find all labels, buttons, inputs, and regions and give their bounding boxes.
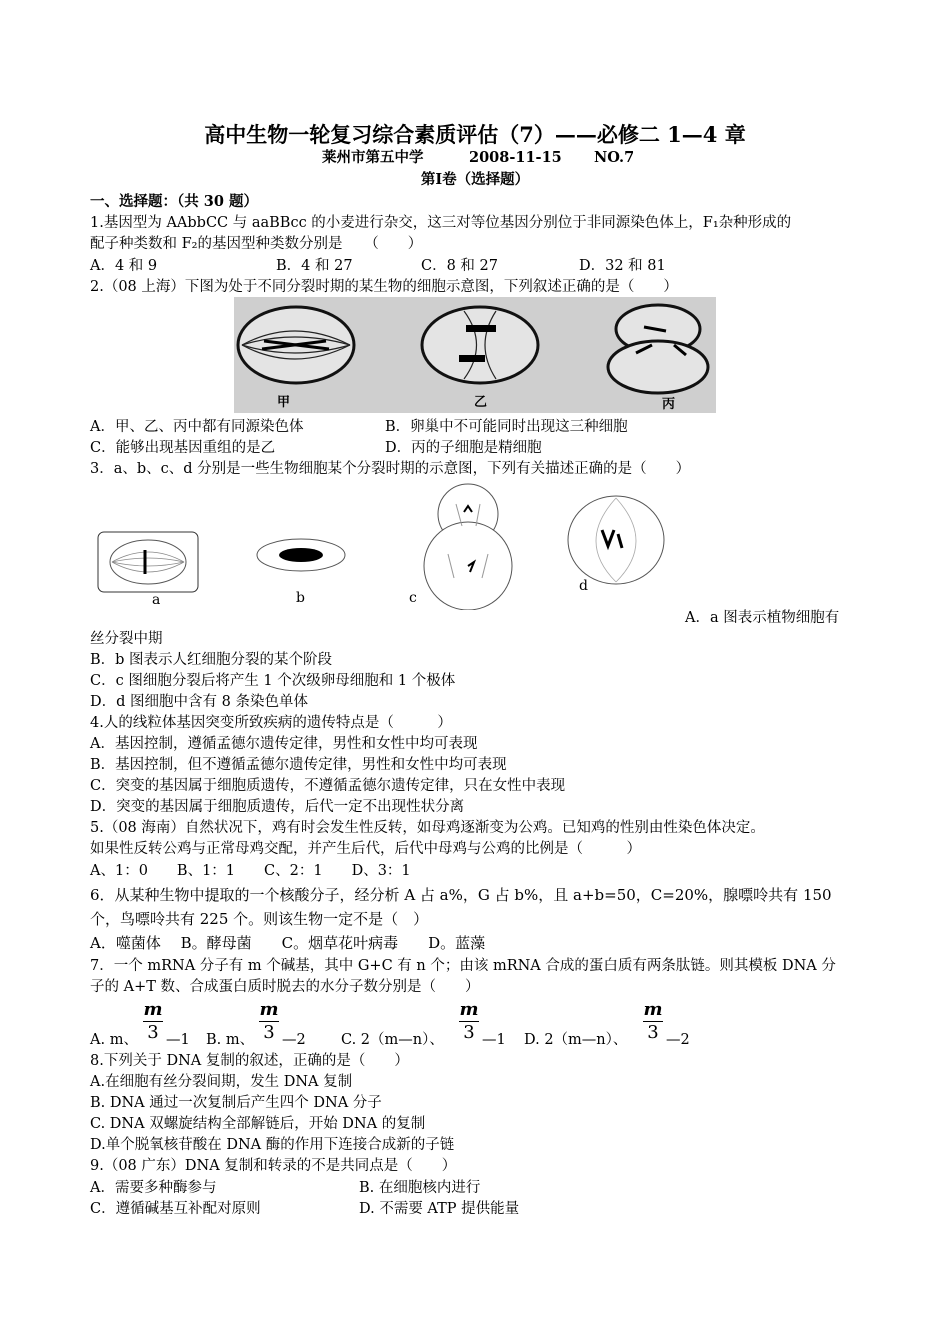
q6-stem-line1: 6．从某种生物中提取的一个核酸分子，经分析 A 占 a%，G 占 b%，且 a+b=50，C=20%，腺嘌呤共有 150 bbox=[90, 886, 832, 904]
q3-cell-diagrams bbox=[96, 482, 676, 610]
q1-option-d: D．32 和 81 bbox=[579, 258, 666, 274]
exam-number: NO.7 bbox=[594, 149, 635, 166]
q8-option-a: A.在细胞有丝分裂间期，发生 DNA 复制 bbox=[90, 1074, 353, 1090]
q2-option-c: C．能够出现基因重组的是乙 bbox=[90, 440, 276, 456]
q4-stem: 4.人的线粒体基因突变所致疾病的遗传特点是（ ） bbox=[90, 715, 452, 731]
q8-stem: 8.下列关于 DNA 复制的叙述，正确的是（ ） bbox=[90, 1053, 409, 1069]
q9-option-c: C．遵循碱基互补配对原则 bbox=[90, 1201, 261, 1217]
q8-option-b: B. DNA 通过一次复制后产生四个 DNA 分子 bbox=[90, 1095, 382, 1111]
q1-option-c: C．8 和 27 bbox=[421, 258, 498, 274]
q1-option-a: A．4 和 9 bbox=[90, 258, 158, 274]
q7-option-a-tail: —1 bbox=[166, 1032, 190, 1048]
q3-option-c: C．c 图细胞分裂后将产生 1 个次级卵母细胞和 1 个极体 bbox=[90, 673, 456, 689]
q2-figure bbox=[234, 297, 716, 413]
q2-option-a: A．甲、乙、丙中都有同源染色体 bbox=[90, 419, 304, 435]
q8-option-d: D.单个脱氧核苷酸在 DNA 酶的作用下连接合成新的子链 bbox=[90, 1137, 455, 1153]
q4-option-b: B．基因控制，但不遵循孟德尔遗传定律，男性和女性中均可表现 bbox=[90, 757, 507, 773]
q6-options: A．噬菌体 B。酵母菌 C。烟草花叶病毒 D。蓝藻 bbox=[90, 934, 486, 952]
q3-label-c: c bbox=[409, 590, 417, 606]
q7-fraction-d: m 3 bbox=[643, 999, 663, 1043]
q1-stem-line2: 配子种类数和 F₂的基因型种类数分别是 （ ） bbox=[90, 236, 423, 252]
q2-option-d: D．丙的子细胞是精细胞 bbox=[385, 440, 542, 456]
q7-option-c-tail: —1 bbox=[482, 1032, 506, 1048]
page-title: 高中生物一轮复习综合素质评估（7）——必修二 1—4 章 bbox=[204, 122, 746, 147]
q7-stem-line2: 子的 A+T 数、合成蛋白质时脱去的水分子数分别是（ ） bbox=[90, 979, 480, 995]
q2-option-b: B．卵巢中不可能同时出现这三种细胞 bbox=[385, 419, 628, 435]
exam-date: 2008-11-15 bbox=[469, 149, 562, 166]
q7-option-d: D. 2（m—n）、 bbox=[524, 1032, 628, 1048]
q4-option-c: C．突变的基因属于细胞质遗传，不遵循孟德尔遗传定律，只在女性中表现 bbox=[90, 778, 566, 794]
q7-stem-line1: 7．一个 mRNA 分子有 m 个碱基，其中 G+C 有 n 个；由该 mRNA 合成的蛋白质有两条肽链。则其模板 DNA 分 bbox=[90, 958, 836, 974]
q5-stem-line2: 如果性反转公鸡与正常母鸡交配，并产生后代，后代中母鸡与公鸡的比例是（ ） bbox=[90, 841, 641, 857]
q5-stem-line1: 5.（08 海南）自然状况下，鸡有时会发生性反转，如母鸡逐渐变为公鸡。已知鸡的性别由性染色体决定。 bbox=[90, 820, 765, 836]
q2-stem: 2.（08 上海）下图为处于不同分裂时期的某生物的细胞示意图，下列叙述正确的是（ ） bbox=[90, 279, 678, 295]
q7-option-c: C. 2（m—n）、 bbox=[341, 1032, 444, 1048]
q4-option-d: D．突变的基因属于细胞质遗传，后代一定不出现性状分离 bbox=[90, 799, 465, 815]
q3-label-d: d bbox=[579, 578, 588, 594]
q7-fraction-c: m 3 bbox=[459, 999, 479, 1043]
volume-title: 第Ⅰ卷（选择题） bbox=[420, 171, 530, 188]
q3-option-a-part1: A．a 图表示植物细胞有 bbox=[685, 610, 840, 626]
q7-fraction-a: m 3 bbox=[143, 999, 163, 1043]
q5-options: A、1：0 B、1：1 C、2：1 D、3：1 bbox=[90, 863, 411, 879]
q9-option-b: B. 在细胞核内进行 bbox=[359, 1180, 481, 1196]
q6-stem-line2: 个，鸟嘌呤共有 225 个。则该生物一定不是（ ） bbox=[90, 910, 429, 928]
q3-figure bbox=[96, 482, 676, 610]
q4-option-a: A．基因控制，遵循孟德尔遗传定律，男性和女性中均可表现 bbox=[90, 736, 478, 752]
q2-label-yi: 乙 bbox=[474, 395, 488, 410]
q3-option-a-part2: 丝分裂中期 bbox=[90, 631, 163, 647]
q3-label-a: a bbox=[152, 592, 161, 608]
q2-label-jia: 甲 bbox=[277, 395, 291, 410]
q7-option-b: B. m、 bbox=[206, 1032, 255, 1048]
school-name: 莱州市第五中学 bbox=[322, 149, 424, 166]
q3-option-b: B．b 图表示人红细胞分裂的某个阶段 bbox=[90, 652, 333, 668]
q7-fraction-b: m 3 bbox=[259, 999, 279, 1043]
q1-option-b: B．4 和 27 bbox=[276, 258, 353, 274]
q3-label-b: b bbox=[296, 590, 305, 606]
q3-stem: 3．a、b、c、d 分别是一些生物细胞某个分裂时期的示意图，下列有关描述正确的是（ ） bbox=[90, 461, 691, 477]
q7-option-d-tail: —2 bbox=[666, 1032, 690, 1048]
q8-option-c: C. DNA 双螺旋结构全部解链后，开始 DNA 的复制 bbox=[90, 1116, 426, 1132]
q9-stem: 9.（08 广东）DNA 复制和转录的不是共同点是（ ） bbox=[90, 1158, 457, 1174]
q9-option-d: D. 不需要 ATP 提供能量 bbox=[359, 1201, 520, 1217]
q9-option-a: A．需要多种酶参与 bbox=[90, 1180, 217, 1196]
q7-option-b-tail: —2 bbox=[282, 1032, 306, 1048]
q2-label-bing: 丙 bbox=[662, 397, 676, 412]
q1-stem-line1: 1.基因型为 AAbbCC 与 aaBBcc 的小麦进行杂交，这三对等位基因分别位于非同源染色体上，F₁杂种形成的 bbox=[90, 215, 792, 231]
section-heading: 一、选择题：（共 30 题） bbox=[90, 193, 259, 210]
q3-option-d: D．d 图细胞中含有 8 条染色单体 bbox=[90, 694, 308, 710]
q7-option-a: A. m、 bbox=[90, 1032, 138, 1048]
